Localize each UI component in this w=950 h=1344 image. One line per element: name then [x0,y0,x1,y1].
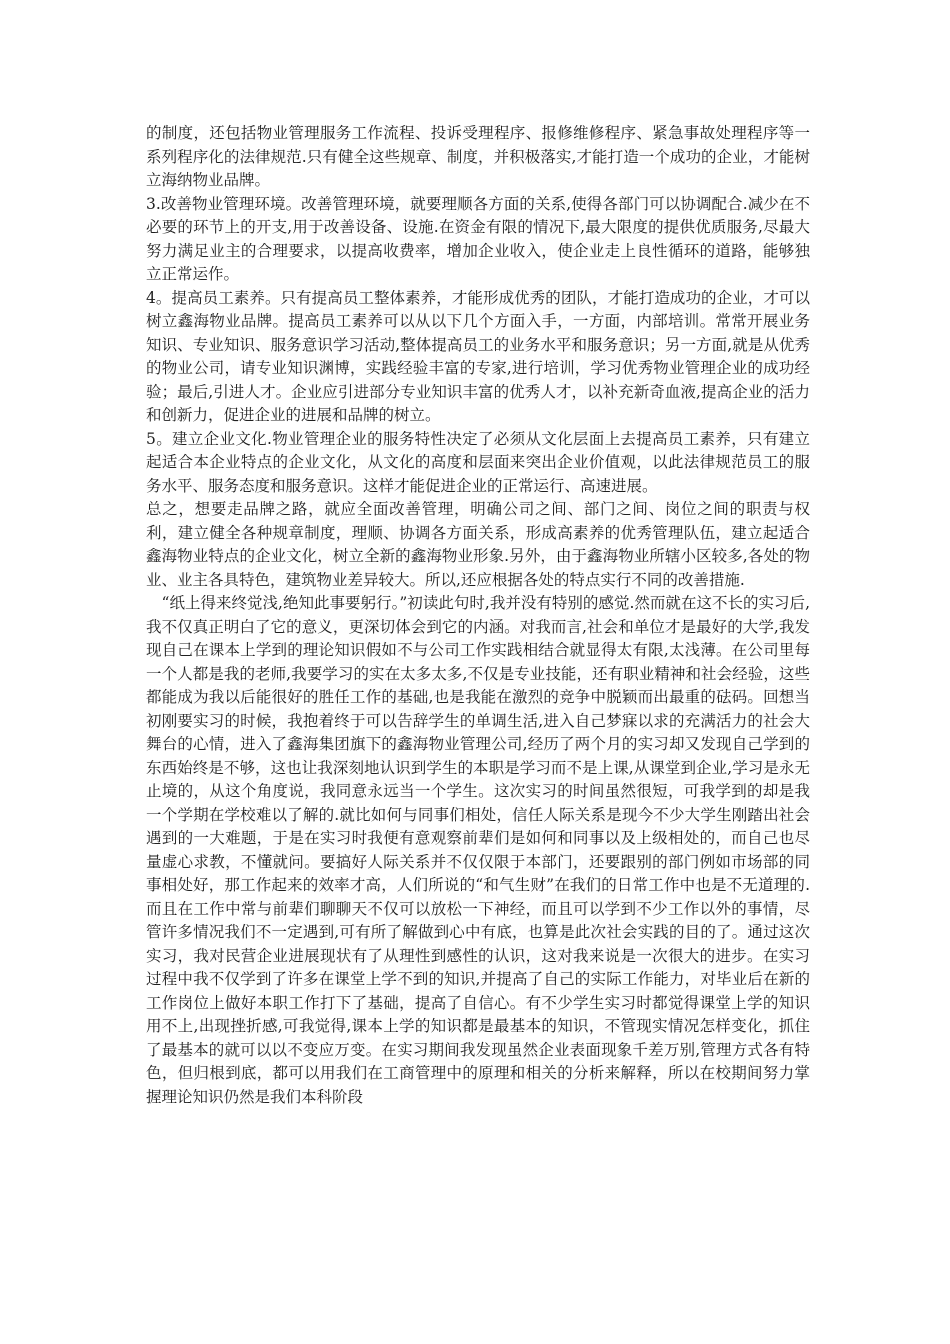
paragraph-regulations: 的制度，还包括物业管理服务工作流程、投诉受理程序、报修维修程序、紧急事故处理程序等一系列程序化的法律规范.只有健全这些规章、制度，并积极落实,才能打造一个成功的企业，才能树立海纳物业品牌。 [146,124,810,189]
document-body [146,122,810,1109]
paragraph-point-4: 4。提高员工素养。只有提高员工整体素养，才能形成优秀的团队，才能打造成功的企业，才可以树立鑫海物业品牌。提高员工素养可以从以下几个方面入手，一方面，内部培训。常常开展业务知识、专业知识、服务意识学习活动,整体提高员工的业务水平和服务意识；另一方面,就是从优秀的物业公司，请专业知识渊博，实践经验丰富的专家,进行培训，学习优秀物业管理企业的成功经验；最后,引进人才。企业应引进部分专业知识丰富的优秀人才，以补充新奇血液,提高企业的活力和创新力，促进企业的进展和品牌的树立。 [146,288,810,424]
paragraph-summary: 总之，想要走品牌之路，就应全面改善管理，明确公司之间、部门之间、岗位之间的职责与权利，建立健全各种规章制度，理顺、协调各方面关系，形成高素养的优秀管理队伍，建立起适合鑫海物业特点的企业文化，树立全新的鑫海物业形象.另外，由于鑫海物业所辖小区较多,各处的物业、业主各具特色，建筑物业差异较大。所以,还应根据各处的特点实行不同的改善措施. [146,500,810,589]
paragraph-point-5: 5。建立企业文化.物业管理企业的服务特性决定了必须从文化层面上去提高员工素养，只有建立起适合本企业特点的企业文化，从文化的高度和层面来突出企业价值观，以此法律规范员工的服务水平、服务态度和服务意识。这样才能促进企业的正常运行、高速进展。 [146,429,810,495]
paragraph-point-3: 3.改善物业管理环境。改善管理环境，就要理顺各方面的关系,使得各部门可以协调配合.减少在不必要的环节上的开支,用于改善设备、设施.在资金有限的情况下,最大限度的提供优质服务,尽最大努力满足业主的合理要求，以提高收费率，增加企业收入，使企业走上良性循环的道路，能够独立正常运作。 [146,194,810,283]
paragraph-reflection: “纸上得来终觉浅,绝知此事要躬行。”初读此句时,我并没有特别的感觉.然而就在这不长的实习后,我不仅真正明白了它的意义，更深切体会到它的内涵。对我而言,社会和单位才是最好的大学,我发现自己在课本上学到的理论知识假如不与公司工作实践相结合就显得太有限,太浅薄。在公司里每一个人都是我的老师,我要学习的实在太多太多,不仅是专业技能，还有职业精神和社会经验，这些都能成为我以后能很好的胜任工作的基础,也是我能在激烈的竞争中脱颖而出最重的砝码。回想当初刚要实习的时候，我抱着终于可以告辞学生的单调生活,进入自己梦寐以求的充满活力的社会大舞台的心情，进入了鑫海集团旗下的鑫海物业管理公司,经历了两个月的实习却又发现自己学到的东西始终是不够，这也让我深刻地认识到学生的本职是学习而不是上课,从课堂到企业,学习是永无止境的，从这个角度说，我同意永远当一个学生。这次实习的时间虽然很短，可我学到的却是我一个学期在学校难以了解的.就比如何与同事们相处，信任人际关系是现今不少大学生刚踏出社会遇到的一大难题，于是在实习时我便有意观察前辈们是如何和同事以及上级相处的，而自己也尽量虚心求教，不懂就问。要搞好人际关系并不仅仅限于本部门，还要跟别的部门例如市场部的同事相处好，那工作起来的效率才高，人们所说的“和气生财”在我们的日常工作中也是不无道理的.而且在工作中常与前辈们聊聊天不仅可以放松一下神经，而且可以学到不少工作以外的事情，尽管许多情况我们不一定遇到,可有所了解做到心中有底，也算是此次社会实践的目的了。通过这次实习，我对民营企业进展现状有了从理性到感性的认识，这对我来说是一次很大的进步。在实习过程中我不仅学到了许多在课堂上学不到的知识,并提高了自己的实际工作能力，对毕业后在新的工作岗位上做好本职工作打下了基础，提高了自信心。有不少学生实习时都觉得课堂上学的知识用不上,出现挫折感,可我觉得,课本上学的知识都是最基本的知识，不管现实情况怎样变化，抓住了最基本的就可以以不变应万变。在实习期间我发现虽然企业表面现象千差万别,管理方式各有特色，但归根到底，都可以用我们在工商管理中的原理和相关的分析来解释，所以在校期间努力掌握理论知识仍然是我们本科阶段 [146,594,810,1106]
